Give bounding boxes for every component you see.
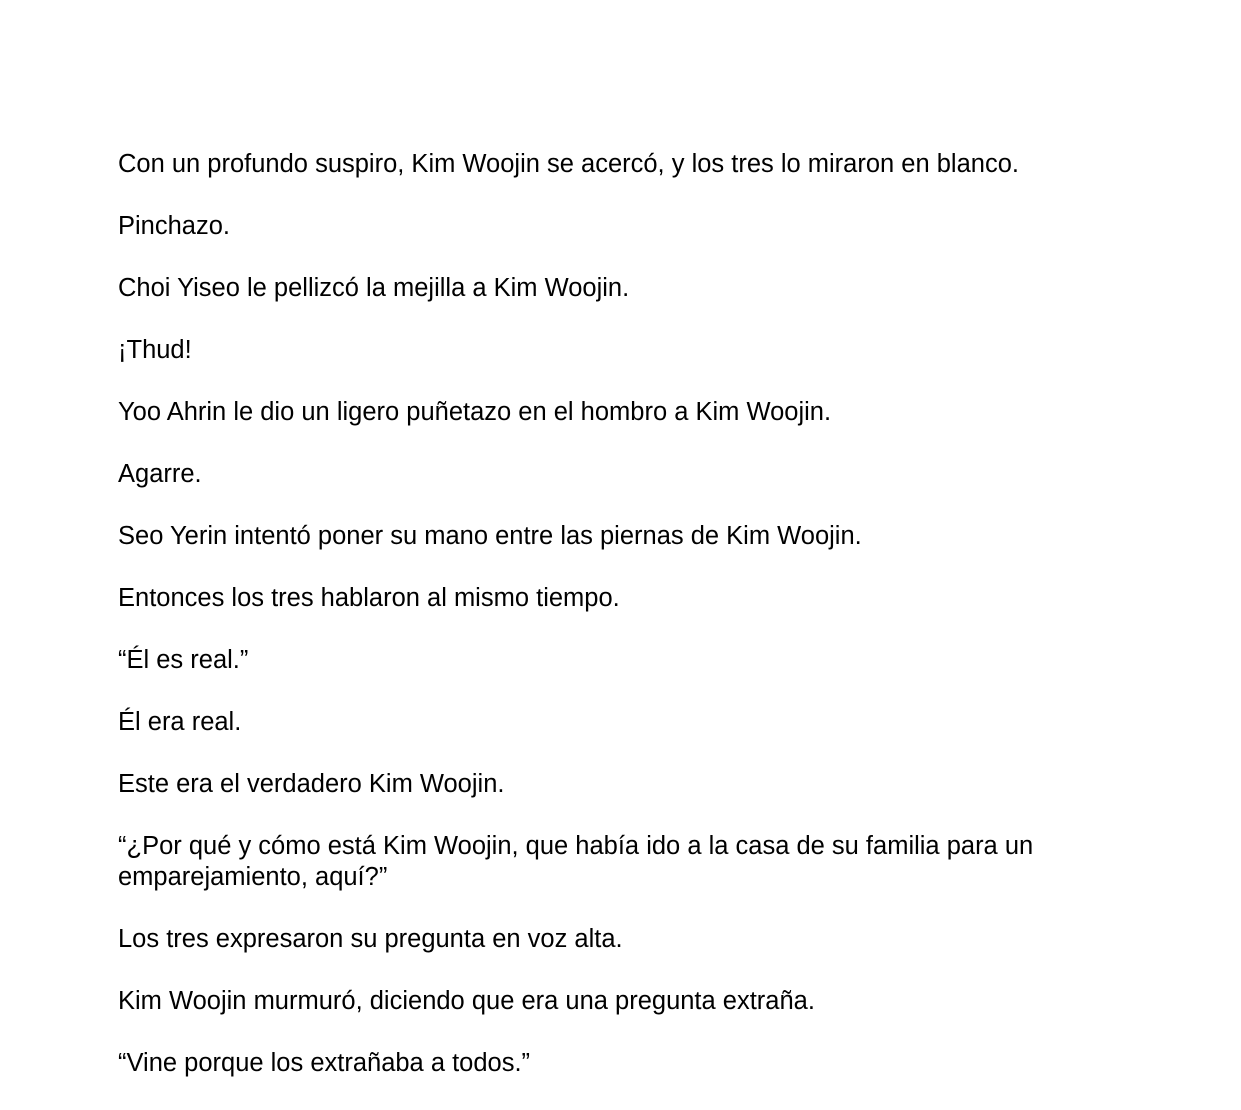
paragraph: Los tres expresaron su pregunta en voz alta. [118,925,623,953]
paragraph: Agarre. [118,460,202,488]
paragraph: “Él es real.” [118,646,249,674]
paragraph: Pinchazo. [118,212,230,240]
document-body [118,149,1118,1110]
paragraph: Con un profundo suspiro, Kim Woojin se acercó, y los tres lo miraron en blanco. [118,150,1019,178]
paragraph: Choi Yiseo le pellizcó la mejilla a Kim Woojin. [118,274,630,302]
paragraph: Entonces los tres hablaron al mismo tiempo. [118,584,620,612]
paragraph: Seo Yerin intentó poner su mano entre las piernas de Kim Woojin. [118,522,862,550]
paragraph: Él era real. [118,708,242,736]
paragraph: “Vine porque los extrañaba a todos.” [118,1049,531,1077]
paragraph: Kim Woojin murmuró, diciendo que era una pregunta extraña. [118,987,815,1015]
paragraph: “¿Por qué y cómo está Kim Woojin, que había ido a la casa de su familia para un emparejamiento, aquí?” [118,832,1034,891]
paragraph: Yoo Ahrin le dio un ligero puñetazo en el hombro a Kim Woojin. [118,398,832,426]
paragraph: Este era el verdadero Kim Woojin. [118,770,505,798]
paragraph: ¡Thud! [118,336,192,364]
